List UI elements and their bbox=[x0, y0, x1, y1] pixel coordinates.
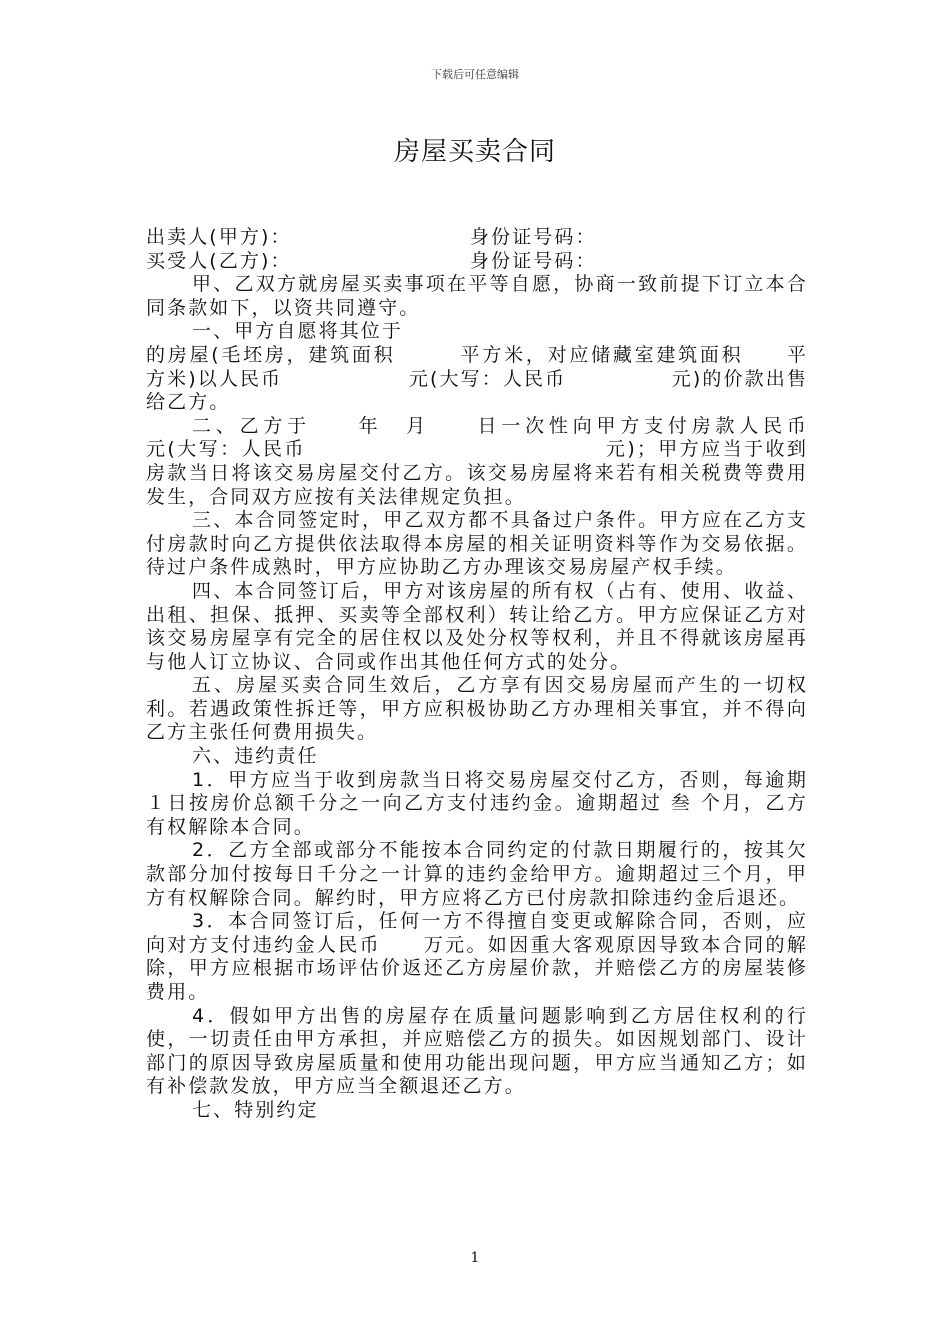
seller-line bbox=[146, 226, 808, 250]
buyer-label: 买受人(乙方)： bbox=[146, 249, 292, 272]
clause-1-heading: 一、甲方自愿将其位于 bbox=[192, 320, 404, 343]
contract-body bbox=[146, 226, 893, 1123]
clause-1-body: 的房屋(毛坯房，建筑面积 平方米，对应储藏室建筑面积 平方米)以人民币 元(大写：人民币 元)的价款出售给乙方。 bbox=[146, 343, 808, 414]
clause-6-heading: 六、违约责任 bbox=[192, 745, 319, 768]
page-number: 1 bbox=[470, 1250, 480, 1266]
clause-7-heading: 七、特别约定 bbox=[192, 1098, 319, 1121]
clause-5-paragraph: 五、房屋买卖合同生效后，乙方享有因交易房屋而产生的一切权利。若遇政策性拆迁等，甲方应积极协助乙方办理相关事宜，并不得向乙方主张任何费用损失。 bbox=[146, 674, 808, 744]
breach-item-3: 3．本合同签订后，任何一方不得擅自变更或解除合同，否则，应向对方支付违约金人民币 万元。如因重大客观原因导致本合同的解除，甲方应根据市场评估价返还乙方房屋价款，并赔偿乙方的房屋装修费用。 bbox=[146, 910, 808, 1003]
clause-2-paragraph: 二、乙方于 年 月 日一次性向甲方支付房款人民币 元(大写：人民币 元)；甲方应当于收到房款当日将该交易房屋交付乙方。该交易房屋将来若有相关税费等费用发生，合同双方应按有关法律规定负担。 bbox=[146, 414, 893, 508]
breach-item-1: 1．甲方应当于收到房款当日将交易房屋交付乙方，否则，每逾期１日按房价总额千分之一向乙方支付违约金。逾期超过 叁 个月，乙方有权解除本合同。 bbox=[146, 768, 808, 838]
preamble-paragraph: 甲、乙双方就房屋买卖事项在平等自愿，协商一致前提下订立本合同条款如下，以资共同遵守。 bbox=[146, 273, 808, 319]
header-note: 下载后可任意编辑 bbox=[431, 68, 519, 81]
breach-item-4: 4．假如甲方出售的房屋存在质量问题影响到乙方居住权利的行使，一切责任由甲方承担，并应赔偿乙方的损失。如因规划部门、设计部门的原因导致房屋质量和使用功能出现问题，甲方应当通知乙方；如有补偿款发放，甲方应当全额退还乙方。 bbox=[146, 1004, 808, 1098]
clause-3-paragraph: 三、本合同签定时，甲乙双方都不具备过户条件。甲方应在乙方支付房款时向乙方提供依法取得本房屋的相关证明资料等作为交易依据。待过户条件成熟时，甲方应协助乙方办理该交易房屋产权手续。 bbox=[146, 509, 808, 579]
seller-label: 出卖人(甲方)： bbox=[146, 226, 292, 248]
buyer-line bbox=[146, 250, 808, 274]
breach-item-2: 2．乙方全部或部分不能按本合同约定的付款日期履行的，按其欠款部分加付按每日千分之一计算的违约金给甲方。逾期超过三个月，甲方有权解除合同。解约时，甲方应将乙方已付房款扣除违约金后退还。 bbox=[146, 839, 808, 909]
clause-4-paragraph: 四、本合同签订后，甲方对该房屋的所有权（占有、使用、收益、出租、担保、抵押、买卖等全部权利）转让给乙方。甲方应保证乙方对该交易房屋享有完全的居住权以及处分权等权利，并且不得就该房屋再与他人订立协议、合同或作出其他任何方式的处分。 bbox=[146, 579, 808, 673]
document-title: 房屋买卖合同 bbox=[393, 137, 556, 167]
seller-id-label: 身份证号码： bbox=[470, 226, 597, 248]
buyer-id-label: 身份证号码： bbox=[470, 249, 597, 272]
